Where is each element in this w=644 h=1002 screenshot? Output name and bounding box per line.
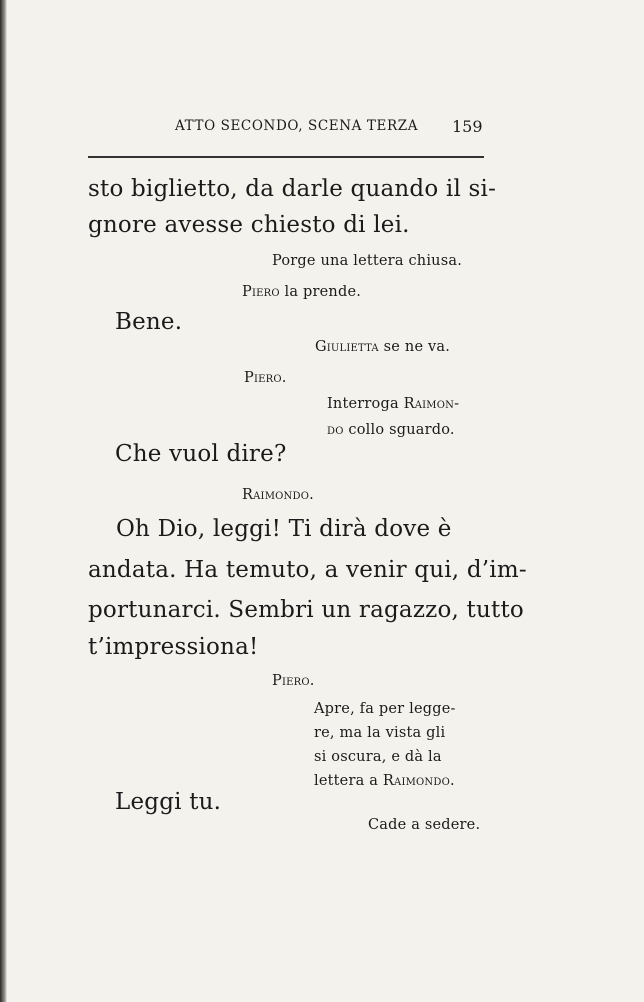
dialogue-line: sto biglietto, da darle quando il si- (88, 176, 497, 202)
stage-direction: Cade a sedere. (368, 817, 481, 833)
speaker-cue: Raimondo. (242, 487, 314, 503)
dialogue-line: Che vuol dire? (115, 441, 287, 467)
page-number: 159 (452, 117, 483, 136)
speaker-cue: Piero. (272, 673, 315, 689)
stage-direction (315, 339, 450, 355)
stage-direction: Apre, fa per legge- (314, 701, 456, 717)
stage-direction-text: se ne va. (378, 339, 451, 355)
stage-direction: si oscura, e dà la (314, 749, 442, 765)
speaker-cue: Piero. (244, 370, 287, 386)
dialogue-line: gnore avesse chiesto di lei. (88, 212, 410, 238)
character-name: Raimon- (403, 396, 460, 412)
running-title: ATTO SECONDO, SCENA TERZA (175, 118, 419, 134)
dialogue-line: andata. Ha temuto, a venir qui, d’im- (88, 557, 527, 583)
page-binding-edge (0, 0, 7, 1002)
dialogue-line: Bene. (115, 309, 183, 335)
stage-direction: Interroga Raimon- (327, 396, 460, 412)
stage-direction: re, ma la vista gli (314, 725, 446, 741)
header-rule (88, 156, 484, 158)
stage-direction: lettera a Raimondo. (314, 773, 455, 789)
stage-direction: do collo sguardo. (327, 422, 455, 438)
stage-direction: Porge una lettera chiusa. (272, 253, 463, 269)
dialogue-line: portunarci. Sembri un ragazzo, tutto (88, 597, 524, 623)
stage-direction-text: la prende. (279, 284, 362, 300)
dialogue-line: Oh Dio, leggi! Ti dirà dove è (116, 516, 452, 542)
character-name: Giulietta (315, 339, 379, 355)
character-name: Piero (242, 284, 280, 300)
stage-direction (242, 284, 361, 300)
dialogue-line: Leggi tu. (115, 789, 222, 815)
dialogue-line: t’impressiona! (88, 634, 259, 660)
character-name: do (327, 422, 344, 438)
character-name: Raimondo. (382, 773, 455, 789)
